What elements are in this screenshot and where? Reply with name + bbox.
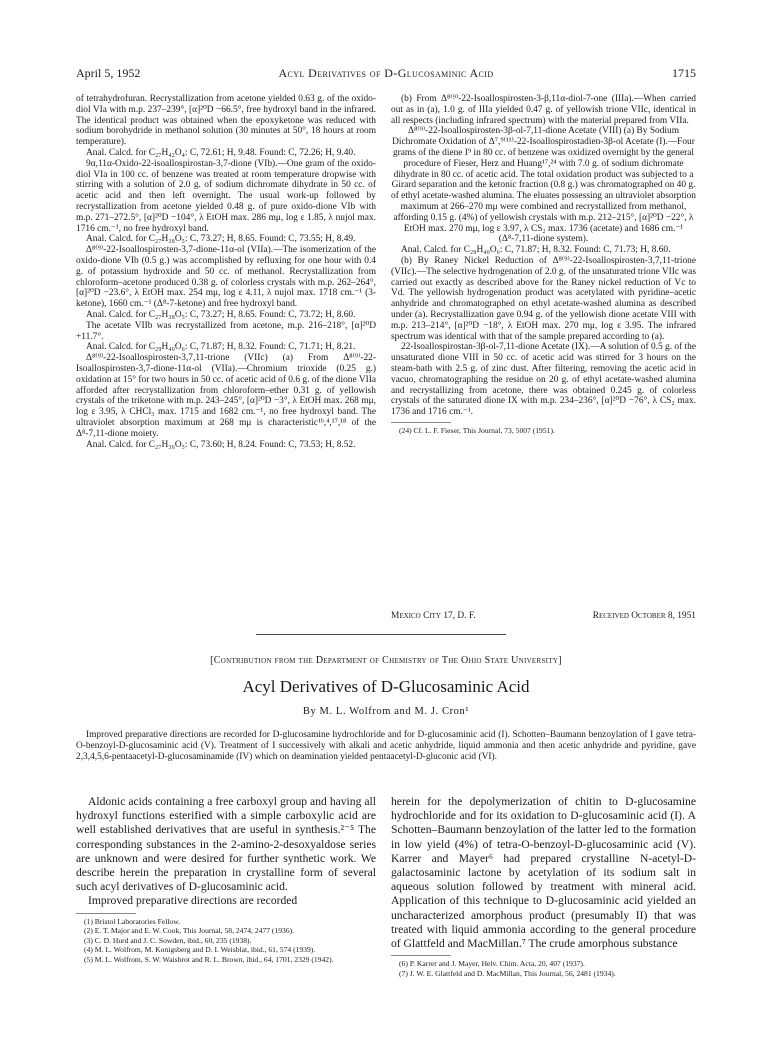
paragraph: Δ⁸⁽⁹⁾-22-Isoallospirosten-3,7,11-trione (VIIc) (a) From Δ⁸⁽⁹⁾-22-Isoallospirosten-3,7-dione-11α-ol (VIIa).—Chromium trioxide (0.25 g.) oxidation at 15° for two hours in 50 cc. of acetic acid of 0.6 g. of the dione VIIa afforded after recrystallization from chloroform–ether 0.31 g. of yellowish crystals of the triketone with m.p. 243–245°, [α]²⁰D −3°, λ EtOH max. 268 mμ, log ε 3.95, λ CHCl₃ max. 1715 and 1682 cm.⁻¹, no free hydroxyl band. The ultraviolet absorption maximum at 268 mμ is characteristic¹ᵇ,⁴,¹⁷,¹⁸ of the Δ⁸-7,11-dione moiety. [76,353,376,439]
footnote: (5) M. L. Wolfrom, S. W. Waisbrot and R. L. Brown, ibid., 64, 1701, 2329 (1942). [84,955,334,964]
footnote-rule [391,422,451,423]
analysis-line: Anal. Calcd. for C₂₇H₃₈O₅: C, 73.27; H, 8.65. Found: C, 73.72; H, 8.60. [86,309,356,320]
analysis-line: Anal. Calcd. for C₂₉H₄₀O₆: C, 71.87; H, 8.32. Found: C, 71.71; H, 8.21. [86,342,356,353]
footnote: (1) Bristol Laboratories Fellow. [84,916,181,926]
paragraph: Δ⁸⁽⁹⁾-22-Isoallospirosten-3β-ol-7,11-dione Acetate (VIII) (a) By Sodium Dichromate Oxidation of Δ⁷,⁹⁽¹¹⁾-22-Isoallospirostadien-3β-ol Acetate (I).—Four grams of the diene I⁹ in 80 cc. of benzene was oxidized overnight by the general procedure of Fieser, Herz and Huang¹⁷,²⁴ with 7.0 g. of sodium dichromate dihydrate in 80 cc. of acetic acid. The total oxidation product was subjected to a Girard separation and the ketonic fraction (0.8 g.) was chromatographed on 40 g. of ethyl acetate-washed alumina. The eluates possessing an ultraviolet absorption maximum at 266–270 mμ were combined and recrystallized from methanol, affording 0.15 g. (4%) of yellowish crystals with m.p. 212–215°, [α]²⁰D −22°, λ EtOH max. 270 mμ, log ε 3.97, λ CS₂ max. 1736 (acetate) and 1686 cm.⁻¹ (Δ⁸-7,11-dione system). [391,126,696,245]
footnote: (4) M. L. Wolfrom, M. Konigsberg and D. I. Weisblat, ibid., 61, 574 (1939). [84,945,316,955]
header-date: April 5, 1952 [76,66,141,80]
paragraph: Improved preparative directions are recorded [88,894,298,908]
abstract [76,730,696,762]
contribution-line: [Contribution from the Department of Chemistry of The Ohio State University] [210,655,562,666]
header-title: Acyl Derivatives of D-Glucosaminic Acid [278,66,494,80]
paragraph: herein for the depolymerization of chitin to D-glucosamine hydrochloride and for its oxidation to D-glucosaminic acid (I). A Schotten–Baumann benzoylation of the latter led to the formation in low yield (4%) of tetra-O-benzoyl-D-glucosaminic acid (V). Karrer and Mayer⁶ had prepared crystalline N-acetyl-D-galactosaminic lactone by acetylation of its sodium salt in aqueous solution followed by treatment with mineral acid. Application of this technique to D-glucosaminic acid yielded an uncharacterized amorphous product (presumably II) that was treated with liquid ammonia according to the general procedure of Glattfeld and MacMillan.⁷ The crude amorphous substance [391,795,696,951]
footnote: (3) C. D. Hurd and J. C. Sowden, ibid., 60, 235 (1938). [84,935,252,945]
paragraph: 22-Isoallospirostan-3β-ol-7,11-dione Acetate (IX).—A solution of 0.5 g. of the unsaturated dione VIII in 50 cc. of acetic acid was stirred for 3 hours on the steam-bath with 2.5 g. of zinc dust. After filtering, removing the acetic acid in vacuo, chromatographing the residue on 20 g. of ethyl acetate-washed alumina and recrystallizing from acetone, there was obtained 0.245 g. of colorless crystals of the saturated dione IX with m.p. 234–236°, [α]²⁰D −76°, λ CS₂ max. 1736 and 1716 cm.⁻¹. [391,342,696,418]
footnote: (6) P. Karrer and J. Mayer, Helv. Chim. Acta, 20, 407 (1937). [399,959,585,969]
body-left-column [76,795,376,965]
footnote: (2) E. T. Major and E. W. Cook, This Journal, 58, 2474, 2477 (1936). [84,926,295,936]
footnote-rule [76,913,136,914]
paragraph: The acetate VIIb was recrystallized from acetone, m.p. 216–218°, [α]²⁰D +11.7°. [76,320,376,342]
analysis-line: Anal. Calcd. for C₂₇H₃₈O₅: C, 73.27; H, 8.65. Found: C, 73.55; H, 8.49. [86,234,356,245]
footnote-rule [391,955,451,956]
paragraph: 9α,11α-Oxido-22-isoallospirostan-3,7-dione (VIb).—One gram of the oxido-diol VIa in 100 cc. of benzene was treated at room temperature dropwise with stirring with a solution of 2.0 g. of sodium dichromate dihydrate in 50 cc. of acetic acid and then left overnight. The usual work-up followed by recrystallization from acetone yielded 0.48 g. of pure oxido-dione VIb with m.p. 271–272.5°, [α]²⁰D −104°, λ EtOH max. 286 mμ, log ε 1.85, λ nujol max. 1716 cm.⁻¹, no free hydroxyl band. [76,158,376,234]
top-right-column [391,94,696,435]
body-right-column [391,795,696,978]
top-left-column [76,94,376,450]
received-date: Received October 8, 1951 [592,611,696,621]
article-title: Acyl Derivatives of D-Glucosaminic Acid [242,677,530,696]
paragraph: Aldonic acids containing a free carboxyl group and having all hydroxyl functions esterified with a simple carboxylic acid are well established derivatives that are useful in synthesis.²⁻⁵ The corresponding substances in the 2-amino-2-desoxyaldose series are unknown and were desired for further synthetic work. We describe herein the preparation in crystalline form of several such acyl derivatives of D-glucosaminic acid. [76,795,376,894]
section-divider [256,634,506,635]
paragraph: of tetrahydrofuran. Recrystallization from acetone yielded 0.63 g. of the oxido-diol VIa with m.p. 237–239°, [α]²⁰D −66.5°, free hydroxyl band in the infrared. The identical product was obtained when the epoxyketone was reduced with sodium borohydride in methanol solution (30 minutes at 50°, 18 hours at room temperature). [76,94,376,148]
analysis-line: Anal. Calcd. for C₂₉H₄₀O₆: C, 71.87; H, 8.32. Found: C, 71.73; H, 8.60. [401,245,671,256]
footnote: (7) J. W. E. Glattfeld and D. MacMillan, This Journal, 56, 2481 (1934). [399,968,616,978]
paragraph: (b) By Raney Nickel Reduction of Δ⁸⁽⁹⁾-22-Isoallospirosten-3,7,11-trione (VIIc).—The selective hydrogenation of 2.0 g. of the unsaturated trione VIIc was carried out exactly as described above for the Raney nickel reduction of Vc to Vd. The yellowish hydrogenation product was acetylated with pyridine–acetic anhydride and chromatographed on ethyl acetate-washed alumina as described under (a). Recrystallization gave 0.94 g. of the yellowish dione acetate VIII with m.p. 213–214°, [α]²⁰D −18°, λ EtOH max. 270 mμ, log ε 3.95. The infrared spectrum was identical with that of the sample prepared according to (a). [391,255,696,342]
running-header [76,66,696,82]
footnote: (24) Cf. L. F. Fieser, This Journal, 73, 5007 (1951). [399,425,555,435]
page-number: 1715 [672,66,696,80]
abstract-text: Improved preparative directions are recorded for D-glucosamine hydrochloride and for D-glucosaminic acid (I). Schotten–Baumann benzoylation of I gave tetra-O-benzoyl-D-glucosaminic acid (V). Treatment of I successively with alkali and acetic anhydride, liquid ammonia and then acetic anhydride and pyridine, gave 2,3,4,5,6-pentaacetyl-D-glucosaminamide (IV) which on deamination yielded pentaacetyl-D-gluconic acid (VI). [76,730,696,762]
location: Mexico City 17, D. F. [391,611,476,621]
article-authors: By M. L. Wolfrom and M. J. Cron¹ [302,706,470,717]
analysis-line: Anal. Calcd. for C₂₇H₃₆O₅: C, 73.60; H, 8.24. Found: C, 73.53; H, 8.52. [86,439,356,450]
analysis-line: Anal. Calcd. for C₂₇H₄₂O₄: C, 72.61; H, 9.48. Found: C, 72.26; H, 9.40. [86,147,356,158]
paragraph: Δ⁸⁽⁹⁾-22-Isoallospirosten-3,7-dione-11α-ol (VIIa).—The isomerization of the oxido-dione VIb (0.5 g.) was accomplished by refluxing for one hour with 0.4 g. of potassium hydroxide and 50 cc. of methanol. Recrystallization from chloroform–acetone produced 0.38 g. of colorless crystals with m.p. 262–264°, [α]²⁰D −23.6°, λ EtOH max. 254 mμ, log ε 4.11, λ nujol max. 1718 cm.⁻¹ (3-ketone), 1660 cm.⁻¹ (Δ⁸-7-ketone) and free hydroxyl band. [76,245,376,310]
paragraph: (b) From Δ⁸⁽⁹⁾-22-Isoallospirosten-3-β,11α-diol-7-one (IIIa).—When carried out as in (a), 1.0 g. of IIIa yielded 0.47 g. of yellowish trione VIIc, identical in all respects (including infrared spectrum) with the material prepared from VIIa. [391,94,696,126]
